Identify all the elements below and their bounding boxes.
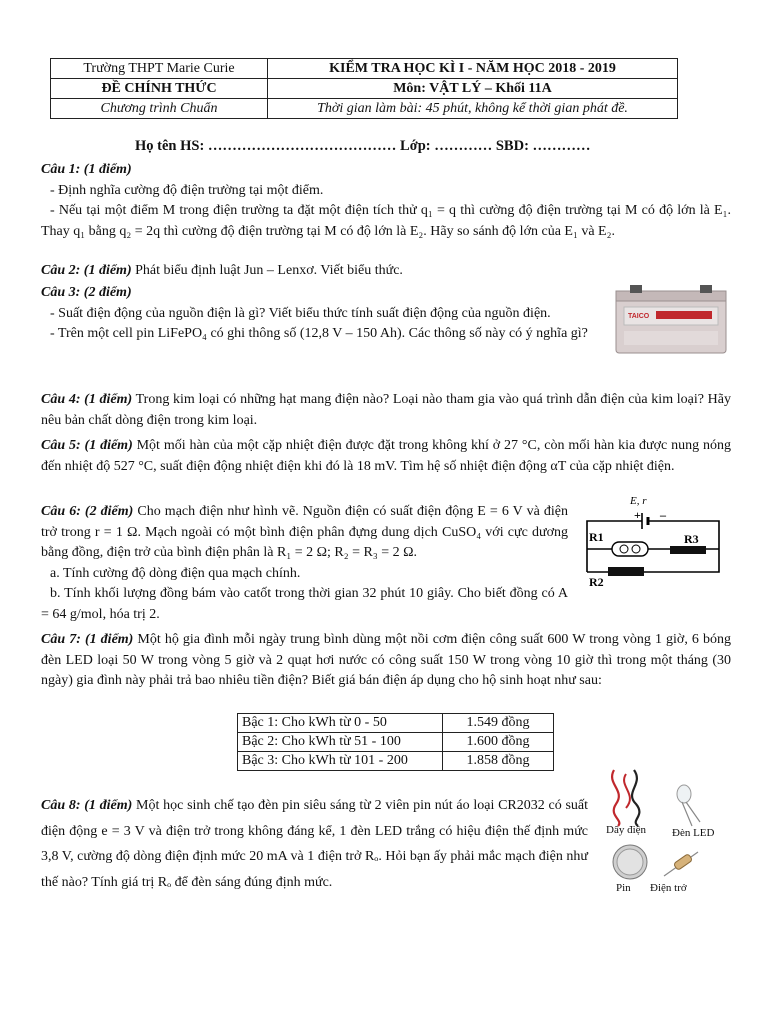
q2-text: Phát biểu định luật Jun – Lenxơ. Viết biểu thức. bbox=[131, 263, 403, 278]
program-label: Chương trình Chuẩn bbox=[51, 99, 268, 119]
q7-text: Một hộ gia đình mỗi ngày trung bình dùng một nồi cơm điện công suất 600 W trong vòng 1 giờ, 6 bóng đèn LED loại 50 W trong vòng 5 giờ và 2 quạt hơi nước có công suất 150 W trong vòng 10 giờ thì trong một tháng (30 ngày) gia đình này phải trả bao nhiêu tiền điện? Biết giá bán điện áp dụng cho hộ sinh hoạt như sau: bbox=[41, 632, 731, 688]
circuit-r1-label: R1 bbox=[589, 530, 604, 544]
q3-line-2: - Trên một cell pin LiFePO₄ có ghi thông số (12,8 V – 150 Ah). Các thông số này có ý nghĩa gì? bbox=[50, 326, 588, 341]
exam-header bbox=[50, 58, 678, 119]
components-figure bbox=[604, 764, 730, 900]
table-row bbox=[238, 714, 554, 733]
question-6 bbox=[41, 502, 568, 625]
q3-line-1: - Suất điện động của nguồn điện là gì? Viết biểu thức tính suất điện động của nguồn điện. bbox=[50, 305, 551, 321]
tier-cell: Bậc 2: Cho kWh từ 51 - 100 bbox=[238, 733, 443, 752]
student-info-line: Họ tên HS: ………………………………… Lớp: ………… SBD: ………… bbox=[135, 138, 591, 154]
tier-cell: Bậc 3: Cho kWh từ 101 - 200 bbox=[238, 752, 443, 771]
q7-title: Câu 7: (1 điểm) bbox=[41, 632, 134, 647]
wire-label: Dây điện bbox=[606, 824, 647, 836]
circuit-r2-label: R2 bbox=[589, 575, 604, 589]
battery-image bbox=[612, 283, 730, 359]
q1-title: Câu 1: (1 điểm) bbox=[41, 162, 132, 177]
price-cell: 1.549 đồng bbox=[443, 714, 554, 733]
duration-label: Thời gian làm bài: 45 phút, không kể thời gian phát đề. bbox=[268, 99, 678, 119]
price-cell: 1.858 đồng bbox=[443, 752, 554, 771]
q4-title: Câu 4: (1 điểm) bbox=[41, 392, 133, 407]
q6-part-a: a. Tính cường độ dòng điện qua mạch chính. bbox=[50, 565, 301, 581]
school-name: Trường THPT Marie Curie bbox=[51, 59, 268, 79]
q8-text: Một học sinh chế tạo đèn pin siêu sáng từ 2 viên pin nút áo loại CR2032 có suất điện động e = 3 V và điện trở trong không đáng kể, 1 đèn LED trắng có hiệu điện thế định mức 3,8 V, cường độ dòng điện định mức 20 mA và 1 điện trở Rₒ. Hỏi bạn ấy phải mắc mạch điện như thế nào? Tính giá trị Rₒ để đèn sáng đúng định mức. bbox=[41, 798, 588, 890]
question-4 bbox=[41, 390, 731, 431]
price-cell: 1.600 đồng bbox=[443, 733, 554, 752]
q5-text: Một mối hàn của một cặp nhiệt điện được đặt trong không khí ở 27 °C, còn mối hàn kia được nung nóng đến nhiệt độ 527 °C, suất điện động nhiệt điện khi đó là 18 mV. Tìm hệ số nhiệt điện động αT của cặp nhiệt điện. bbox=[41, 438, 731, 474]
q6-part-b: b. Tính khối lượng đồng bám vào catốt trong thời gian 32 phút 10 giây. Cho biết đồng có A = 64 g/mol, hóa trị 2. bbox=[41, 586, 568, 622]
q5-title: Câu 5: (1 điểm) bbox=[41, 438, 133, 453]
circuit-diagram bbox=[578, 490, 728, 590]
question-5 bbox=[41, 436, 731, 477]
led-image bbox=[677, 785, 700, 826]
circuit-source-label: E, r bbox=[630, 495, 647, 507]
q6-title: Câu 6: (2 điểm) bbox=[41, 504, 134, 519]
cell-label: Pin bbox=[616, 882, 631, 894]
question-3 bbox=[41, 283, 603, 345]
led-label: Đèn LED bbox=[672, 827, 715, 839]
coin-cell-image bbox=[613, 845, 647, 879]
official-label: ĐỀ CHÍNH THỨC bbox=[51, 79, 268, 99]
circuit-minus: – bbox=[660, 508, 666, 522]
q2-title: Câu 2: (1 điểm) bbox=[41, 263, 132, 278]
question-7 bbox=[41, 630, 731, 692]
q1-line-1: - Định nghĩa cường độ điện trường tại một điểm. bbox=[50, 182, 324, 198]
q4-text: Trong kim loại có những hạt mang điện nào? Loại nào tham gia vào quá trình dẫn điện của kim loại? Hãy nêu bản chất dòng điện trong kim loại. bbox=[41, 392, 731, 428]
subject-label: Môn: VẬT LÝ – Khối 11A bbox=[268, 79, 678, 99]
circuit-plus: + bbox=[634, 508, 641, 522]
q8-title: Câu 8: (1 điểm) bbox=[41, 798, 133, 813]
circuit-r3-label: R3 bbox=[684, 532, 699, 546]
table-row bbox=[238, 733, 554, 752]
table-row bbox=[238, 752, 554, 771]
q6-text: Cho mạch điện như hình vẽ. Nguồn điện có suất điện động E = 6 V và điện trở trong r = 1 Ω. Mạch ngoài có một bình điện phân đựng dung dịch CuSO₄ với cực dương bằng đồng, điện trở của bình điện phân là R₁ = 2 Ω; R₂ = R₃ = 2 Ω. bbox=[41, 504, 569, 560]
wire-image bbox=[612, 770, 639, 826]
q3-title: Câu 3: (2 điểm) bbox=[41, 285, 132, 300]
resistor-image bbox=[664, 852, 698, 876]
battery-brand-text: TAICO bbox=[628, 313, 650, 320]
tier-cell: Bậc 1: Cho kWh từ 0 - 50 bbox=[238, 714, 443, 733]
question-8 bbox=[41, 793, 588, 895]
q1-line-2: - Nếu tại một điểm M trong điện trường ta đặt một điện tích thử q₁ = q thì cường độ điện trường tại M có độ lớn là E₁. Thay q₁ bằng q₂ = 2q thì cường độ điện trường tại M có độ lớn là E₂. Hãy so sánh độ lớn của E₁ và E₂. bbox=[41, 203, 731, 239]
resistor-label: Điện trở bbox=[650, 882, 687, 894]
question-1 bbox=[41, 160, 731, 242]
exam-title: KIỂM TRA HỌC KÌ I - NĂM HỌC 2018 - 2019 bbox=[268, 59, 678, 79]
electricity-price-table bbox=[237, 713, 554, 771]
question-2 bbox=[41, 261, 731, 282]
